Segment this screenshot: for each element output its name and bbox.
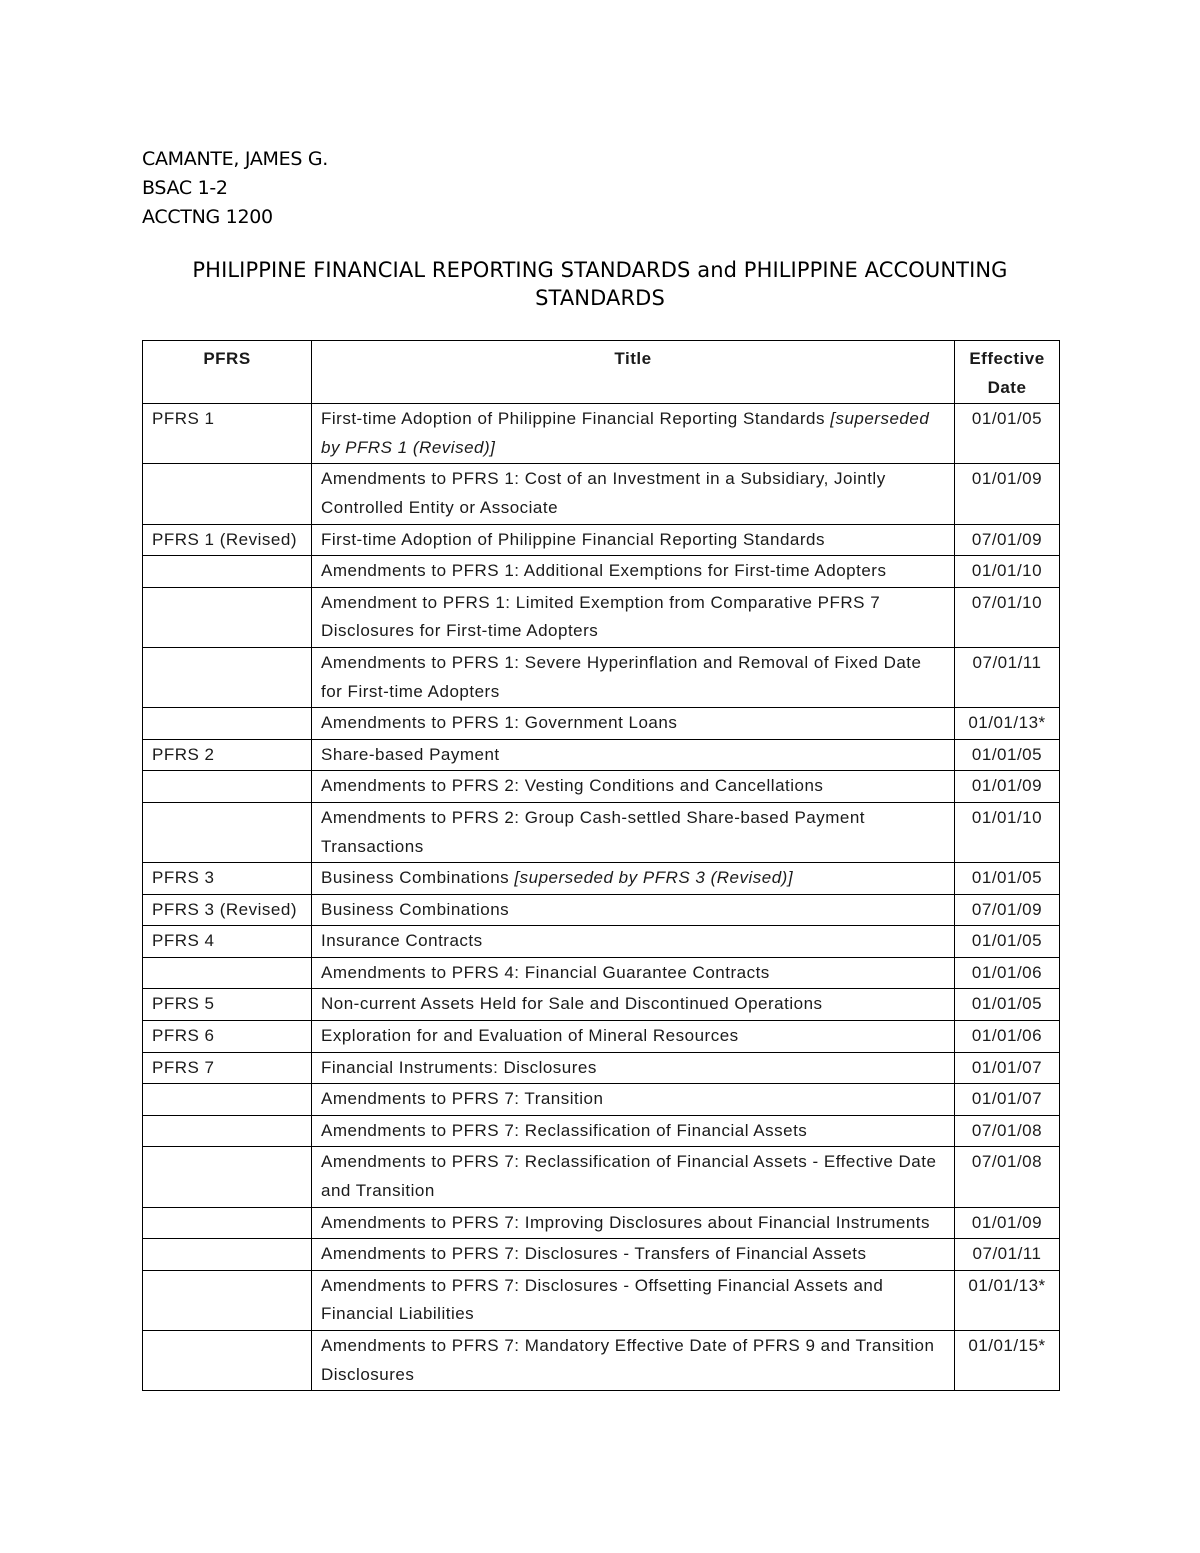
standard-title: First-time Adoption of Philippine Financial Reporting Standards bbox=[321, 529, 825, 549]
effective-date-cell: 01/01/13* bbox=[955, 1270, 1060, 1330]
standard-title: Amendment to PFRS 1: Limited Exemption from Comparative PFRS 7 Disclosures for First-time Adopters bbox=[321, 592, 881, 641]
table-row bbox=[143, 587, 1060, 647]
title-cell bbox=[312, 464, 955, 524]
table-row bbox=[143, 464, 1060, 524]
effective-date-cell: 01/01/09 bbox=[955, 464, 1060, 524]
document-title: PHILIPPINE FINANCIAL REPORTING STANDARDS and PHILIPPINE ACCOUNTING STANDARDS bbox=[192, 258, 1008, 310]
effective-date-cell: 01/01/07 bbox=[955, 1084, 1060, 1116]
column-header-pfrs: PFRS bbox=[143, 341, 312, 404]
table-row bbox=[143, 894, 1060, 926]
title-cell bbox=[312, 647, 955, 707]
effective-date-cell: 01/01/05 bbox=[955, 404, 1060, 464]
table-row bbox=[143, 771, 1060, 803]
pfrs-code-cell: PFRS 7 bbox=[143, 1052, 312, 1084]
table-row bbox=[143, 863, 1060, 895]
pfrs-code-cell bbox=[143, 556, 312, 588]
effective-date-cell: 07/01/09 bbox=[955, 524, 1060, 556]
title-cell bbox=[312, 1147, 955, 1207]
standard-title: Share-based Payment bbox=[321, 744, 500, 764]
supersede-note: [superseded by PFRS 3 (Revised)] bbox=[514, 868, 794, 888]
standard-title: Amendments to PFRS 7: Disclosures - Transfers of Financial Assets bbox=[321, 1244, 867, 1264]
standard-title: Financial Instruments: Disclosures bbox=[321, 1057, 597, 1077]
pfrs-code-cell bbox=[143, 1084, 312, 1116]
title-cell bbox=[312, 802, 955, 862]
title-cell bbox=[312, 771, 955, 803]
table-row bbox=[143, 1115, 1060, 1147]
standard-title: Amendments to PFRS 7: Improving Disclosures about Financial Instruments bbox=[321, 1212, 931, 1232]
effective-date-cell: 01/01/10 bbox=[955, 556, 1060, 588]
title-cell bbox=[312, 524, 955, 556]
table-row bbox=[143, 647, 1060, 707]
standard-title: Amendments to PFRS 1: Severe Hyperinflation and Removal of Fixed Date for First-time Adopters bbox=[321, 652, 922, 701]
table-row bbox=[143, 802, 1060, 862]
standard-title: Amendments to PFRS 1: Cost of an Investment in a Subsidiary, Jointly Controlled Entity or Associate bbox=[321, 469, 886, 517]
table-header-row bbox=[143, 341, 1060, 404]
title-cell bbox=[312, 1084, 955, 1116]
table-row bbox=[143, 926, 1060, 958]
effective-date-cell: 01/01/13* bbox=[955, 708, 1060, 740]
table-row bbox=[143, 524, 1060, 556]
effective-date-cell: 07/01/11 bbox=[955, 647, 1060, 707]
table-row bbox=[143, 989, 1060, 1021]
effective-date-cell: 07/01/08 bbox=[955, 1115, 1060, 1147]
pfrs-code-cell: PFRS 3 bbox=[143, 863, 312, 895]
pfrs-code-cell: PFRS 4 bbox=[143, 926, 312, 958]
effective-date-cell: 01/01/07 bbox=[955, 1052, 1060, 1084]
standard-title: Amendments to PFRS 7: Reclassification of Financial Assets - Effective Date and Transition bbox=[321, 1152, 937, 1201]
column-header-effective-date: Effective Date bbox=[955, 341, 1060, 404]
pfrs-code-cell bbox=[143, 1147, 312, 1207]
pfrs-code-cell bbox=[143, 1207, 312, 1239]
standard-title: Amendments to PFRS 7: Disclosures - Offsetting Financial Assets and Financial Liabilities bbox=[321, 1275, 884, 1324]
student-section: BSAC 1-2 bbox=[142, 177, 228, 199]
standard-title: Amendments to PFRS 7: Mandatory Effective Date of PFRS 9 and Transition Disclosures bbox=[321, 1336, 935, 1384]
title-cell bbox=[312, 957, 955, 989]
pfrs-code-cell bbox=[143, 464, 312, 524]
pfrs-code-cell bbox=[143, 771, 312, 803]
pfrs-code-cell bbox=[143, 587, 312, 647]
title-cell bbox=[312, 1021, 955, 1053]
table-row bbox=[143, 556, 1060, 588]
table-row bbox=[143, 404, 1060, 464]
effective-date-cell: 01/01/10 bbox=[955, 802, 1060, 862]
pfrs-code-cell bbox=[143, 647, 312, 707]
effective-date-cell: 01/01/05 bbox=[955, 926, 1060, 958]
effective-date-cell: 01/01/05 bbox=[955, 989, 1060, 1021]
supersede-note: [superseded by PFRS 1 (Revised)] bbox=[321, 409, 930, 457]
standards-table bbox=[142, 340, 1060, 1391]
pfrs-code-cell: PFRS 3 (Revised) bbox=[143, 894, 312, 926]
title-cell bbox=[312, 1115, 955, 1147]
pfrs-code-cell bbox=[143, 708, 312, 740]
standard-title: Amendments to PFRS 2: Group Cash-settled Share-based Payment Transactions bbox=[321, 807, 866, 856]
standard-title: Business Combinations bbox=[321, 899, 510, 919]
table-row bbox=[143, 1084, 1060, 1116]
pfrs-code-cell bbox=[143, 957, 312, 989]
standard-title: Business Combinations bbox=[321, 868, 510, 888]
effective-date-cell: 01/01/09 bbox=[955, 771, 1060, 803]
title-cell bbox=[312, 1270, 955, 1330]
table-row bbox=[143, 1331, 1060, 1391]
pfrs-code-cell bbox=[143, 1270, 312, 1330]
title-cell bbox=[312, 1207, 955, 1239]
title-cell bbox=[312, 556, 955, 588]
pfrs-code-cell bbox=[143, 1115, 312, 1147]
table-row bbox=[143, 1147, 1060, 1207]
table-row bbox=[143, 1239, 1060, 1271]
effective-date-cell: 01/01/06 bbox=[955, 1021, 1060, 1053]
effective-date-cell: 07/01/09 bbox=[955, 894, 1060, 926]
pfrs-code-cell bbox=[143, 1239, 312, 1271]
table-body bbox=[143, 404, 1060, 1391]
standard-title: Amendments to PFRS 4: Financial Guarantee Contracts bbox=[321, 962, 770, 982]
standard-title: Amendments to PFRS 7: Transition bbox=[321, 1089, 604, 1109]
title-cell bbox=[312, 863, 955, 895]
column-header-title: Title bbox=[312, 341, 955, 404]
table-row bbox=[143, 1021, 1060, 1053]
standard-title: Amendments to PFRS 1: Additional Exemptions for First-time Adopters bbox=[321, 561, 887, 581]
course-code: ACCTNG 1200 bbox=[142, 206, 273, 228]
title-cell bbox=[312, 1331, 955, 1391]
table-row bbox=[143, 1052, 1060, 1084]
title-cell bbox=[312, 708, 955, 740]
effective-date-cell: 01/01/15* bbox=[955, 1331, 1060, 1391]
pfrs-code-cell: PFRS 2 bbox=[143, 739, 312, 771]
effective-date-cell: 07/01/08 bbox=[955, 1147, 1060, 1207]
standard-title: Amendments to PFRS 7: Reclassification of Financial Assets bbox=[321, 1120, 808, 1140]
table-row bbox=[143, 1207, 1060, 1239]
title-cell bbox=[312, 739, 955, 771]
title-cell bbox=[312, 404, 955, 464]
standard-title: Exploration for and Evaluation of Mineral Resources bbox=[321, 1026, 739, 1046]
title-cell bbox=[312, 894, 955, 926]
standard-title: Non-current Assets Held for Sale and Discontinued Operations bbox=[321, 994, 823, 1014]
standard-title: Amendments to PFRS 1: Government Loans bbox=[321, 713, 678, 733]
title-cell bbox=[312, 989, 955, 1021]
standard-title: Insurance Contracts bbox=[321, 931, 483, 951]
title-cell bbox=[312, 587, 955, 647]
title-cell bbox=[312, 1239, 955, 1271]
title-cell bbox=[312, 926, 955, 958]
pfrs-code-cell: PFRS 5 bbox=[143, 989, 312, 1021]
standard-title: Amendments to PFRS 2: Vesting Conditions and Cancellations bbox=[321, 776, 824, 796]
pfrs-code-cell bbox=[143, 1331, 312, 1391]
effective-date-cell: 01/01/09 bbox=[955, 1207, 1060, 1239]
student-info bbox=[142, 145, 328, 232]
effective-date-cell: 07/01/11 bbox=[955, 1239, 1060, 1271]
pfrs-code-cell: PFRS 1 bbox=[143, 404, 312, 464]
effective-date-cell: 01/01/05 bbox=[955, 739, 1060, 771]
standard-title: First-time Adoption of Philippine Financial Reporting Standards bbox=[321, 409, 825, 429]
student-name: CAMANTE, JAMES G. bbox=[142, 148, 328, 170]
title-cell bbox=[312, 1052, 955, 1084]
pfrs-code-cell: PFRS 1 (Revised) bbox=[143, 524, 312, 556]
table-row bbox=[143, 1270, 1060, 1330]
table-row bbox=[143, 708, 1060, 740]
pfrs-code-cell: PFRS 6 bbox=[143, 1021, 312, 1053]
effective-date-cell: 01/01/06 bbox=[955, 957, 1060, 989]
pfrs-code-cell bbox=[143, 802, 312, 862]
table-row bbox=[143, 957, 1060, 989]
table-row bbox=[143, 739, 1060, 771]
effective-date-cell: 01/01/05 bbox=[955, 863, 1060, 895]
effective-date-cell: 07/01/10 bbox=[955, 587, 1060, 647]
